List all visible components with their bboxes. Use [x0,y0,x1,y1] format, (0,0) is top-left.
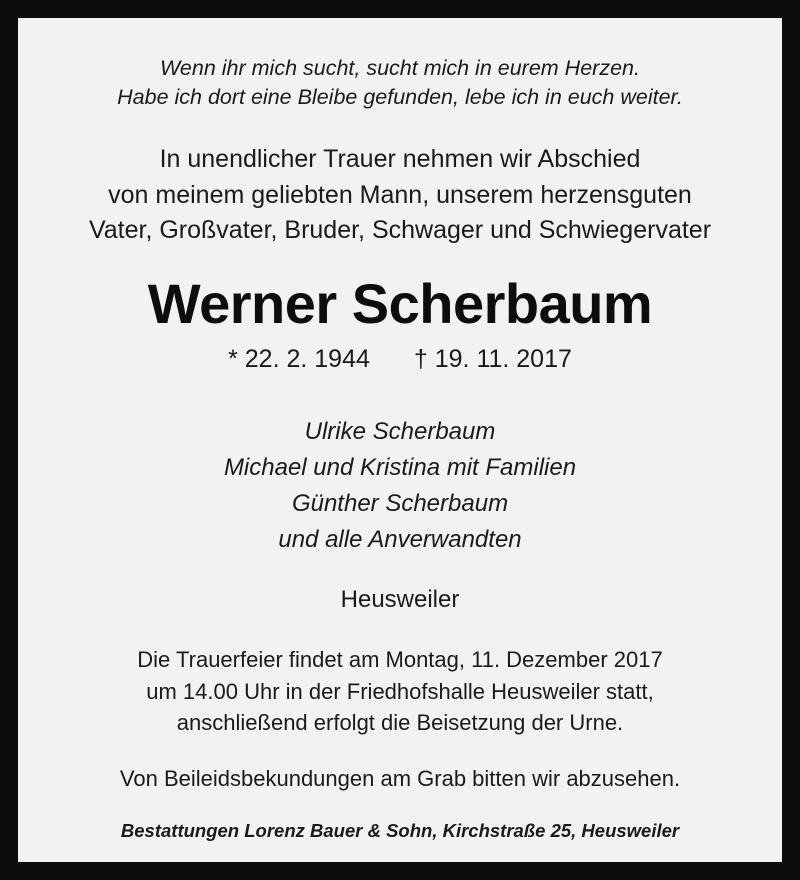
death-date: † 19. 11. 2017 [413,345,572,374]
life-dates [228,345,572,374]
funeral-home-credit: Bestattungen Lorenz Bauer & Sohn, Kirchstraße 25, Heusweiler [120,820,680,842]
intro-line-2: von meinem geliebten Mann, unserem herzensguten [108,180,692,209]
announcement-intro [89,142,711,249]
verse-line-1: Wenn ihr mich sucht, sucht mich in eurem Herzen. [160,56,640,80]
service-line-3: anschließend erfolgt die Beisetzung der Urne. [176,709,624,735]
deceased-name: Werner Scherbaum [147,271,653,335]
obituary-notice [18,18,782,862]
mourners-list [224,414,576,558]
verse-line-2: Habe ich dort eine Bleibe gefunden, lebe ich in euch weiter. [117,85,683,110]
service-line-1: Die Trauerfeier findet am Montag, 11. Dezember 2017 [137,647,663,673]
intro-line-1: In unendlicher Trauer nehmen wir Abschied [159,145,641,174]
service-line-2: um 14.00 Uhr in der Friedhofshalle Heusweiler statt, [146,678,654,704]
intro-line-3: Vater, Großvater, Bruder, Schwager und Schwiegervater [88,216,712,245]
memorial-verse [117,54,683,112]
mourner-line-2: Michael und Kristina mit Familien [223,454,577,482]
mourner-line-4: und alle Anverwandten [278,526,522,554]
condolence-request: Von Beileidsbekundungen am Grab bitten wir abzusehen. [119,766,681,792]
funeral-service-details [137,644,662,738]
place-name: Heusweiler [340,586,460,614]
mourner-line-3: Günther Scherbaum [291,490,509,518]
birth-date: * 22. 2. 1944 [228,345,370,374]
mourner-line-1: Ulrike Scherbaum [304,418,496,446]
